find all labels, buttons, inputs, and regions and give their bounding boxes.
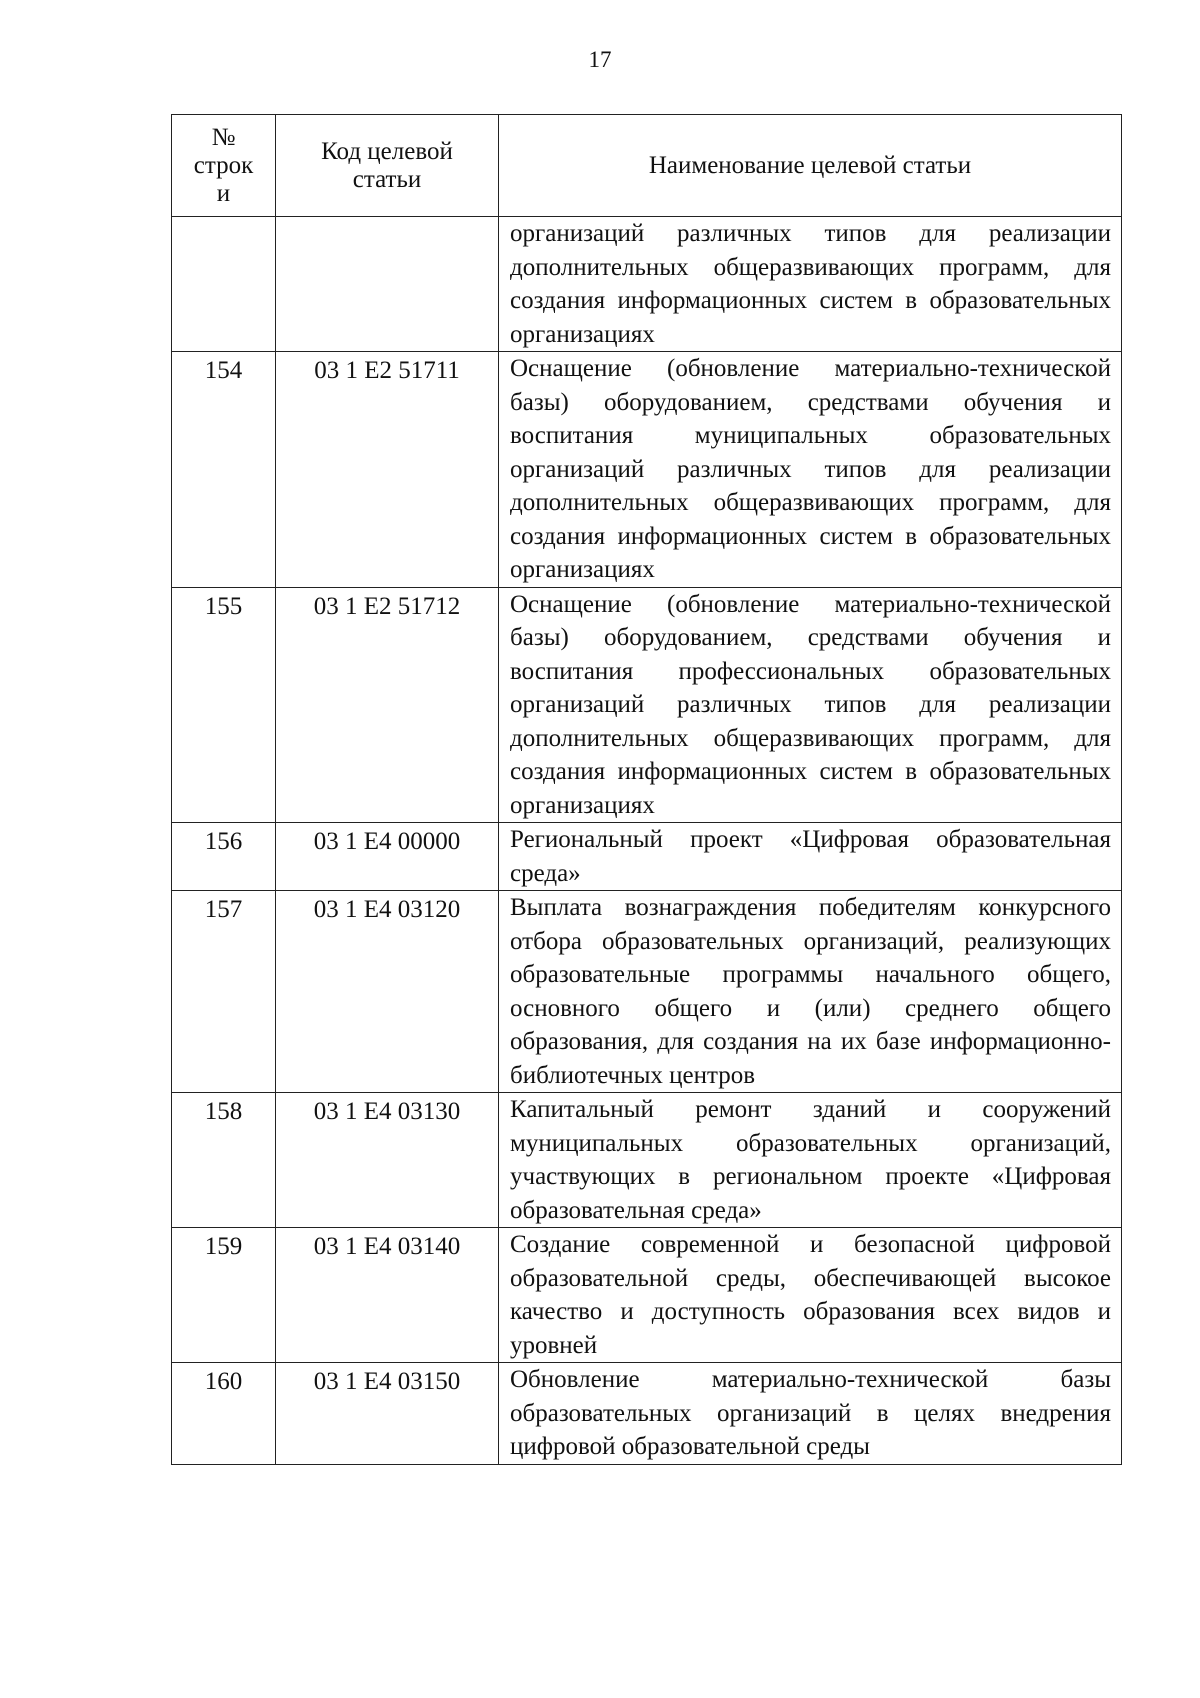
header-row-number: № строк и [172, 115, 276, 217]
header-name: Наименование целевой статьи [499, 115, 1122, 217]
row-name: Создание современной и безопасной цифровой образовательной среды, обеспечивающей высокое качество и доступность образования всех видов и уровней [499, 1228, 1122, 1363]
row-number: 154 [172, 352, 276, 588]
row-name: Выплата вознаграждения победителям конкурсного отбора образовательных организаций, реализующих образовательные программы начального общего, основного общего и (или) среднего общего образования, для создания на их базе информационно-библиотечных центров [499, 891, 1122, 1093]
table-header-row [172, 115, 1122, 217]
row-number: 158 [172, 1093, 276, 1228]
table-row [172, 217, 1122, 352]
row-name: Капитальный ремонт зданий и сооружений муниципальных образовательных организаций, участвующих в региональном проекте «Цифровая образовательная среда» [499, 1093, 1122, 1228]
row-number: 155 [172, 587, 276, 823]
row-code: 03 1 E4 00000 [276, 823, 499, 891]
row-name: Региональный проект «Цифровая образовательная среда» [499, 823, 1122, 891]
row-name: организаций различных типов для реализации дополнительных общеразвивающих программ, для создания информационных систем в образовательных организациях [499, 217, 1122, 352]
row-code: 03 1 E2 51712 [276, 587, 499, 823]
table-row [172, 352, 1122, 588]
table-row [172, 823, 1122, 891]
table-row [172, 587, 1122, 823]
row-code: 03 1 E4 03150 [276, 1363, 499, 1465]
row-code: 03 1 E4 03130 [276, 1093, 499, 1228]
table-row [172, 1093, 1122, 1228]
row-code: 03 1 E4 03140 [276, 1228, 499, 1363]
row-name: Оснащение (обновление материально-технической базы) оборудованием, средствами обучения и воспитания профессиональных образовательных организаций различных типов для реализации дополнительных общеразвивающих программ, для создания информационных систем в образовательных организациях [499, 587, 1122, 823]
row-number: 159 [172, 1228, 276, 1363]
row-number [172, 217, 276, 352]
row-code [276, 217, 499, 352]
row-name: Оснащение (обновление материально-технической базы) оборудованием, средствами обучения и воспитания муниципальных образовательных организаций различных типов для реализации дополнительных общеразвивающих программ, для создания информационных систем в образовательных организациях [499, 352, 1122, 588]
table-row [172, 1363, 1122, 1465]
row-number: 160 [172, 1363, 276, 1465]
row-code: 03 1 E4 03120 [276, 891, 499, 1093]
table-row [172, 1228, 1122, 1363]
row-code: 03 1 E2 51711 [276, 352, 499, 588]
table-row [172, 891, 1122, 1093]
target-articles-table [171, 114, 1122, 1465]
row-number: 156 [172, 823, 276, 891]
row-name: Обновление материально-технической базы образовательных организаций в целях внедрения цифровой образовательной среды [499, 1363, 1122, 1465]
row-number: 157 [172, 891, 276, 1093]
page-number: 17 [588, 47, 612, 72]
header-code: Код целевой статьи [276, 115, 499, 217]
